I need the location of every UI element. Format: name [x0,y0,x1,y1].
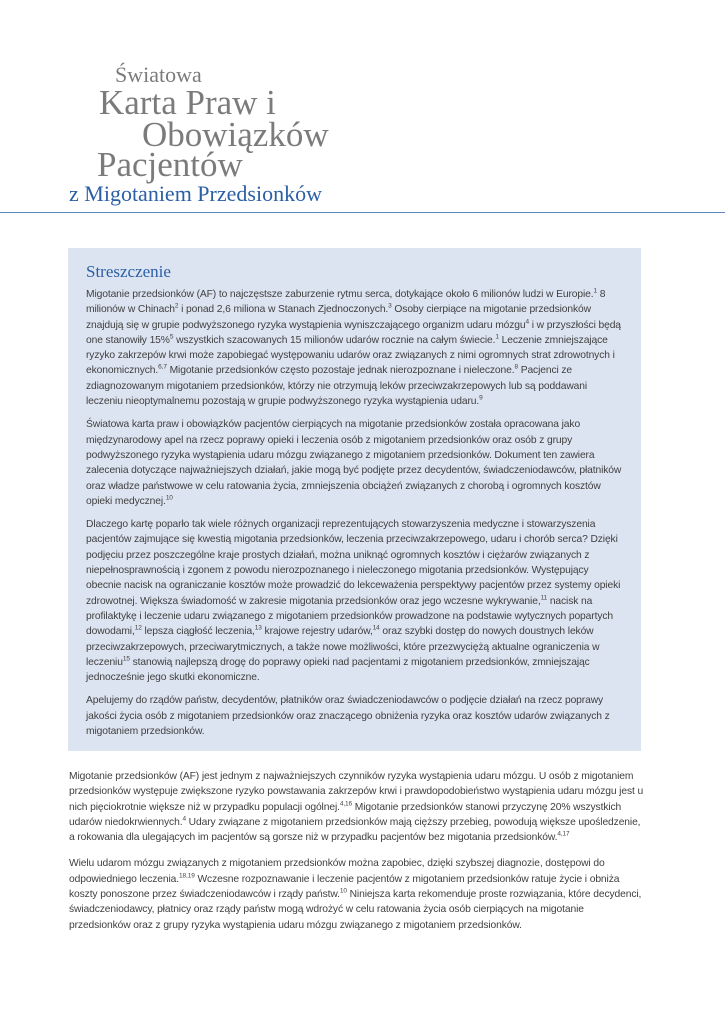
summary-box [68,248,641,751]
citation-superscript: 9 [479,394,483,402]
title-line-small: Światowa [115,62,202,87]
citation-superscript: 10 [165,494,173,502]
citation-superscript: 4 [182,815,186,823]
body-paragraph: Wielu udarom mózgu związanych z migotaniem przedsionków można zapobiec, dzięki szybszej diagnozie, dostępowi do odpowiedniego leczenia.$^{18,19}$ Wczesne rozpoznawanie i leczenie pacjentów z migotaniem przedsionków ratuje życie i obniża koszty ponoszone przez świadczeniodawców i rządy państw.$^{10}$ Niniejsza karta rekomenduje proste rozwiązania, które decydenci, świadczeniodawcy, płatnicy oraz rządy państw mogą wdrożyć w celu ratowania życia osób cierpiących na migotanie przedsionków oraz z grupy ryzyka wystąpienia udaru mózgu związanego z migotaniem przedsionków. [69,858,642,931]
citation-superscript: 15 [122,655,130,663]
citation-superscript: 18,19 [179,872,195,880]
citation-superscript: 13 [254,624,262,632]
summary-heading: Streszczenie [86,262,171,281]
citation-superscript: 4,17 [557,830,570,838]
summary-paragraph: Apelujemy do rządów państw, decydentów, płatników oraz świadczeniodawców o podjęcie działań na rzecz poprawy jakości życia osób z migotaniem przedsionków oraz znaczącego obniżenia ryzyka oraz kosztów udarów związanych z migotaniem przedsionków. [86,695,610,738]
citation-superscript: 11 [540,594,548,602]
citation-superscript: 12 [134,624,142,632]
citation-superscript: 3 [388,302,392,310]
citation-superscript: 6,7 [158,364,167,372]
body-text [69,769,644,933]
title-subtitle: z Migotaniem Przedsionków [69,181,322,206]
citation-superscript: 8 [514,364,518,372]
summary-paragraph: Migotanie przedsionków (AF) to najczęstsze zaburzenie rytmu serca, dotykające około 6 milionów ludzi w Europie.$^1$ 8 milionów w Chinach$^2$ i ponad 2,6 miliona w Stanach Zjednoczonych.$^3$ Osoby cierpiące na migotanie przedsionków znajdują się w grupie podwyższonego ryzyka wystąpienia wyniszczającego organizm udaru mózgu$^4$ i w przyszłości będą one stanowiły 15%$^5$ wszystkich szacowanych 15 milionów udarów rocznie na całym świecie.$^1$ Leczenie zmniejszające ryzyko zakrzepów krwi może zapobiegać występowaniu udarów oraz związanych z nimi ogromnych strat zdrowotnych i ekonomicznych.$^{6,7}$ Migotanie przedsionków często pozostaje jednak nierozpoznane i nieleczone.$^8$ Pacjenci ze zdiagnozowanym migotaniem przedsionków, którzy nie otrzymują leków przeciwzakrzepowych lub są poddawani leczeniu nieoptymalnemu pozostają w grupie podwyższonego ryzyka wystąpienia udaru.$^9$ [86,287,621,408]
citation-superscript: 4 [525,318,530,326]
body-paragraph: Migotanie przedsionków (AF) jest jednym z najważniejszych czynników ryzyka wystąpienia udaru mózgu. U osób z migotaniem przedsionków występuje zwiększone ryzyko powstawania zakrzepów krwi i prawdopodobieństwo wystąpienia udaru mózgu jest u nich pięciokrotnie większe niż w przypadku populacji ogólnej.$^{4,16}$ Migotanie przedsionków stanowi przyczynę 20% wszystkich udarów niedokrwiennych.$^4$ Udary związane z migotaniem przedsionków mają cięższy przebieg, powodują większe upośledzenie, a rokowania dla ulegających im pacjentów są gorsze niż w przypadku pacjentów bez migotania przedsionków.$^{4,17}$ [69,771,644,844]
title-line-2: Obowiązków [142,115,329,154]
citation-superscript: 1 [495,333,499,341]
citation-superscript: 4,16 [339,800,353,808]
summary-paragraph: Światowa karta praw i obowiązków pacjentów cierpiących na migotanie przedsionków została opracowana jako międzynarodowy apel na rzecz poprawy opieki i leczenia osób z migotaniem przedsionków oraz osób z grupy podwyższonego ryzyka wystąpienia udaru mózgu związanego z migotaniem przedsionków. Dokument ten zawiera zalecenia dotyczące najważniejszych działań, jakie mogą być podjęte przez decydentów, świadczeniodawców, płatników oraz władze państwowe w celu ratowania życia, zmniejszenia obciążeń związanych z chorobą i ogromnych kosztów opieki medycznej.$^{10}$ [86,419,622,507]
title-line-3: Pacjentów [97,145,243,184]
title-line-1: Karta Praw i [99,83,276,122]
citation-superscript: 10 [339,887,347,895]
summary-paragraph: Dlaczego kartę poparło tak wiele różnych organizacji reprezentujących stowarzyszenia medyczne i stowarzyszenia pacjentów zajmujące się kwestią migotania przedsionków, leczenia przeciwzakrzepowego, udaru i chorób serca? Dzięki podjęciu przez poszczególne kraje prostych działań, można uniknąć ogromnych kosztów i ciężarów związanych z niepełnosprawnością i zgonem z powodu nierozpoznanego i nieleczonego migotania przedsionków. Występujący obecnie nacisk na ograniczanie kosztów może prowadzić do lekceważenia perspektywy pacjentów przez systemy opieki zdrowotnej. Większa świadomość w zakresie migotania przedsionków oraz jego wczesne wykrywanie,$^{11}$ nacisk na profilaktykę i leczenie udaru związanego z migotaniem przedsionków prowadzone na podstawie wytycznych popartych dowodami,$^{12}$ lepsza ciągłość leczenia,$^{13}$ krajowe rejestry udarów,$^{14}$ oraz szybki dostęp do nowych doustnych leków przeciwzakrzepowych, przeciwarytmicznych, a także nowe możliwości, które przezwyciężą aktualne ograniczenia w leczeniu$^{15}$ stanowią najlepszą drogę do poprawy opieki nad pacjentami z migotaniem przedsionków, zmniejszając jednocześnie jego skutki ekonomiczne. [86,519,621,684]
citation-superscript: 14 [372,624,380,632]
title-divider [0,212,725,213]
citation-superscript: 2 [174,302,179,310]
citation-superscript: 1 [593,287,597,295]
citation-superscript: 5 [169,333,174,341]
